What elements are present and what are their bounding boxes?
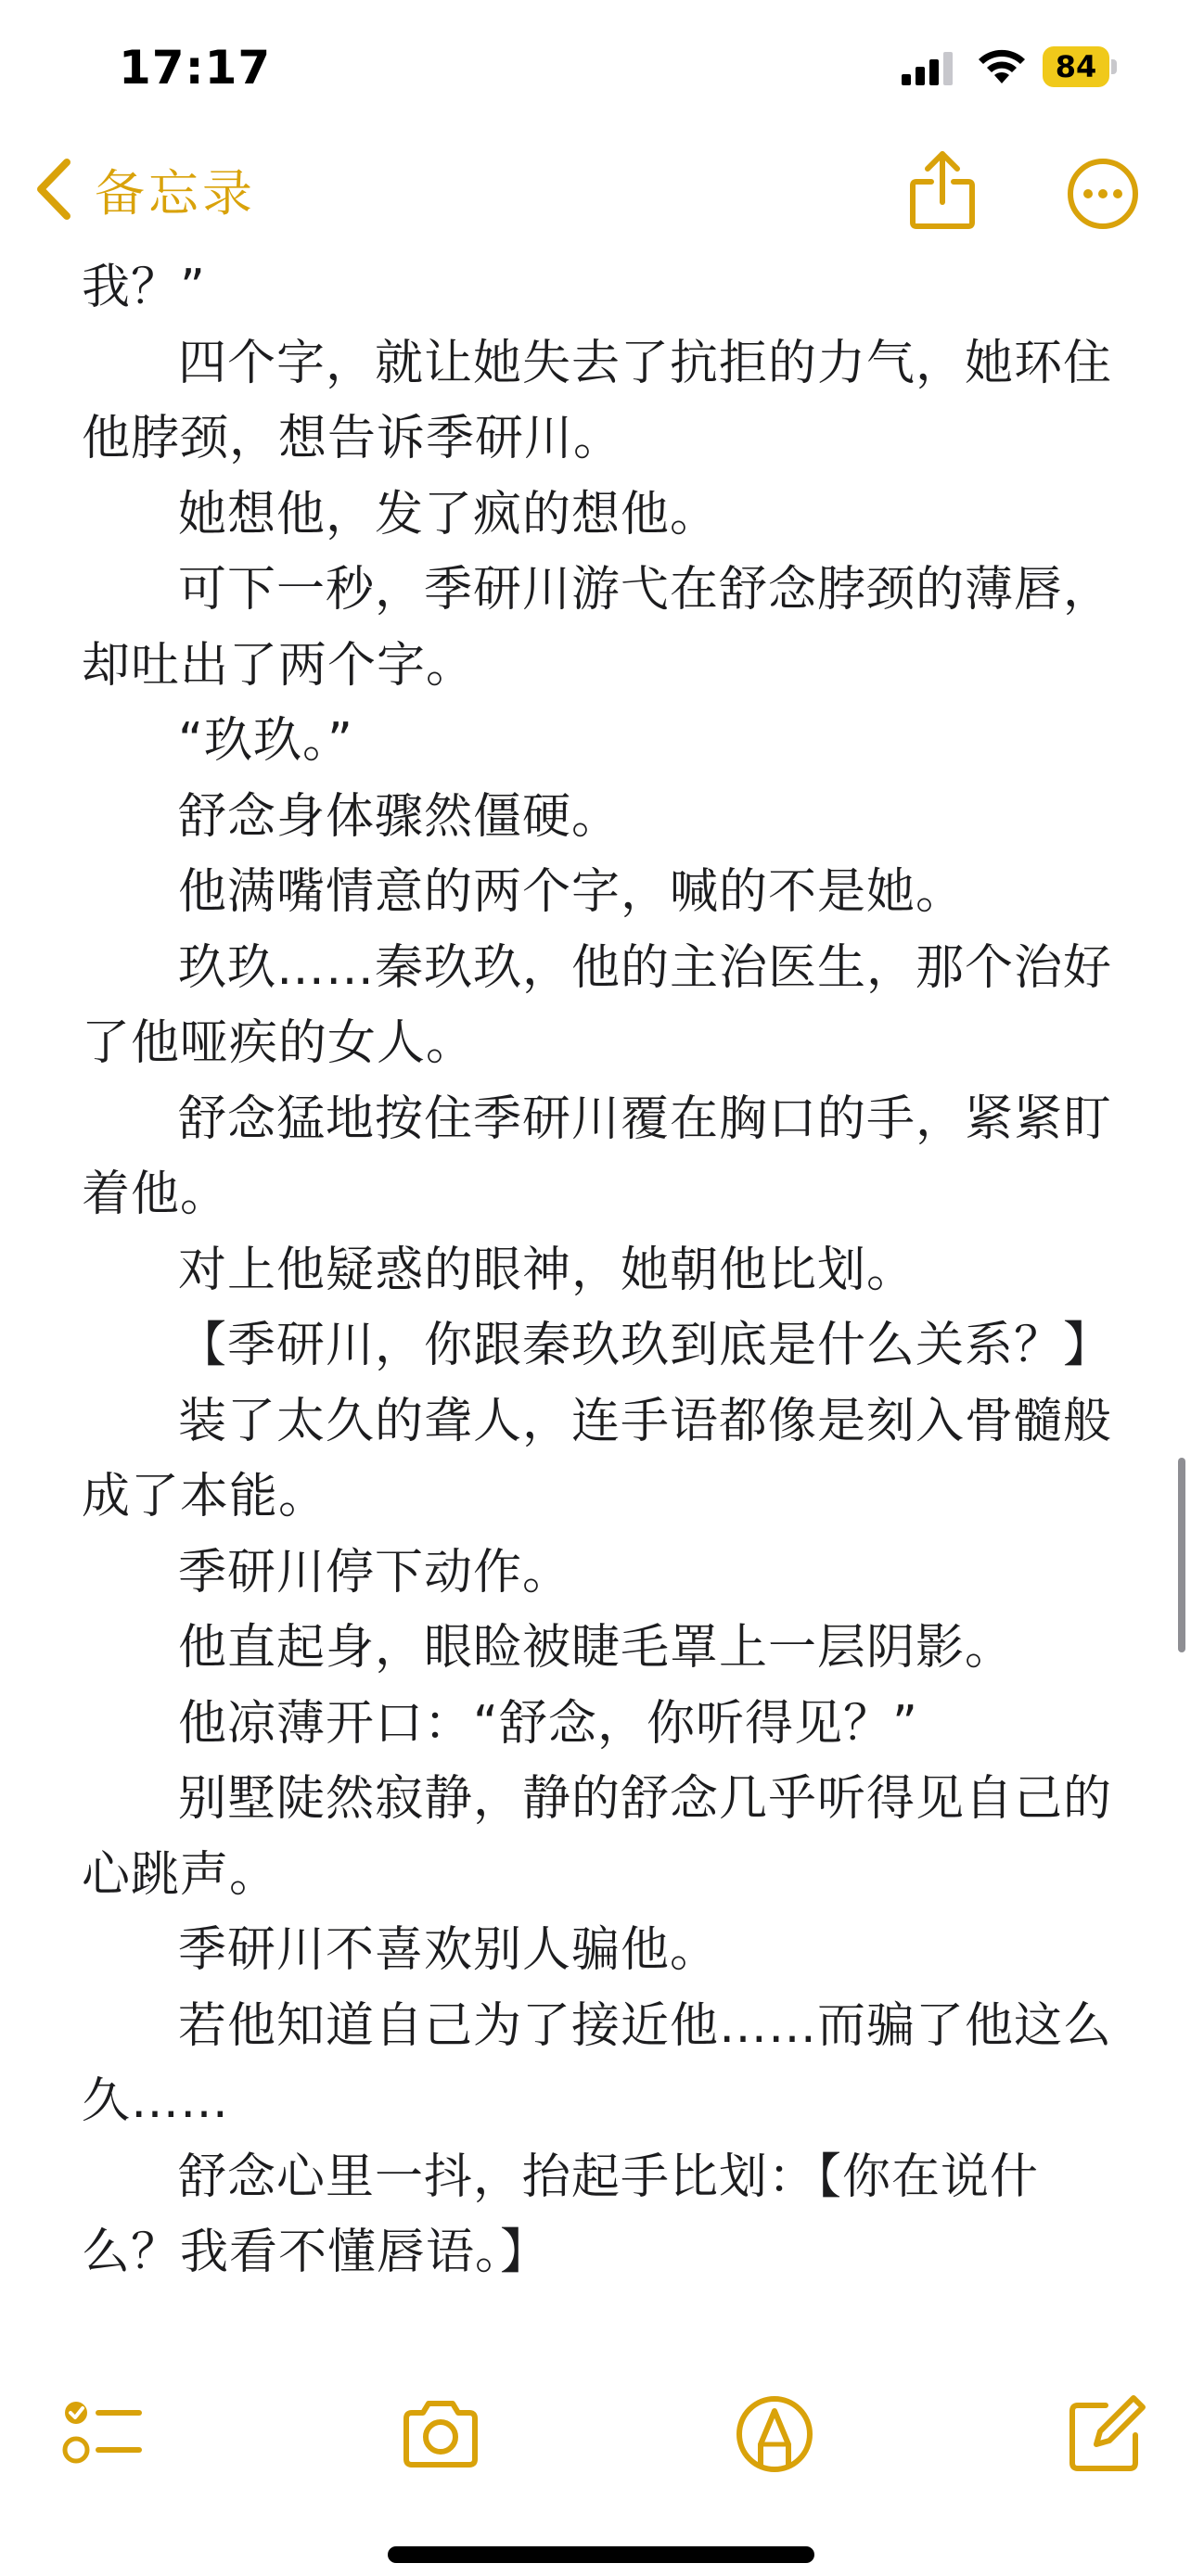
cellular-signal-icon <box>902 52 955 85</box>
note-paragraph: 他凉薄开口：“舒念，你听得见？” <box>178 1695 918 1752</box>
status-bar <box>0 0 1191 139</box>
share-icon[interactable] <box>907 148 978 232</box>
note-paragraph: 玖玖……秦玖玖，他的主治医生，那个治好了他哑疾的女人。 <box>82 939 1113 1071</box>
checklist-icon[interactable] <box>59 2392 143 2476</box>
note-paragraph: 装了太久的聋人，连手语都像是刻入骨髓般成了本能。 <box>82 1393 1113 1524</box>
markup-pen-icon[interactable] <box>733 2392 816 2476</box>
note-paragraph: 季研川停下动作。 <box>178 1544 572 1600</box>
note-paragraph: 若他知道自己为了接近他……而骗了他这么久…… <box>82 1997 1113 2129</box>
back-button[interactable] <box>33 152 256 226</box>
bottom-toolbar <box>0 2383 1191 2494</box>
note-paragraph: 舒念心里一抖，抬起手比划：【你在说什么？我看不懂唇语。】 <box>82 2149 1040 2280</box>
note-paragraph: 他直起身，眼睑被睫毛罩上一层阴影。 <box>178 1620 1015 1676</box>
note-paragraph: 对上他疑惑的眼神，她朝他比划。 <box>178 1242 916 1298</box>
wifi-icon <box>976 46 1028 85</box>
note-paragraph: 舒念猛地按住季研川覆在胸口的手，紧紧盯着他。 <box>82 1090 1113 1222</box>
note-paragraph: 可下一秒，季研川游弋在舒念脖颈的薄唇，却吐出了两个字。 <box>82 562 1113 694</box>
note-paragraph: 别墅陡然寂静，静的舒念几乎听得见自己的心跳声。 <box>82 1771 1113 1903</box>
home-indicator[interactable] <box>388 2546 814 2563</box>
navigation-bar <box>0 139 1191 250</box>
note-paragraph: 我？” <box>82 260 206 315</box>
battery-level: 84 <box>1043 46 1109 87</box>
note-paragraph: 她想他，发了疯的想他。 <box>178 486 720 542</box>
note-paragraph: 他满嘴情意的两个字，喊的不是她。 <box>178 864 966 920</box>
scroll-indicator[interactable] <box>1178 1458 1185 1652</box>
camera-icon[interactable] <box>399 2392 482 2476</box>
battery-icon <box>1043 46 1119 87</box>
note-paragraph: 四个字，就让她失去了抗拒的力气，她环住他脖颈，想告诉季研川。 <box>82 335 1113 466</box>
note-paragraph: 舒念身体骤然僵硬。 <box>178 788 621 845</box>
note-body[interactable] <box>82 250 1121 2291</box>
compose-icon[interactable] <box>1065 2392 1148 2476</box>
status-time: 17:17 <box>119 41 272 95</box>
note-paragraph: 【季研川，你跟秦玖玖到底是什么关系？】 <box>178 1318 1113 1373</box>
chevron-left-icon <box>33 157 74 222</box>
note-paragraph: “玖玖。” <box>178 713 353 769</box>
battery-cap <box>1111 59 1117 74</box>
ellipsis-circle-icon[interactable] <box>1067 158 1139 230</box>
back-label: 备忘录 <box>95 163 256 223</box>
note-paragraph: 季研川不喜欢别人骗他。 <box>178 1922 720 1978</box>
